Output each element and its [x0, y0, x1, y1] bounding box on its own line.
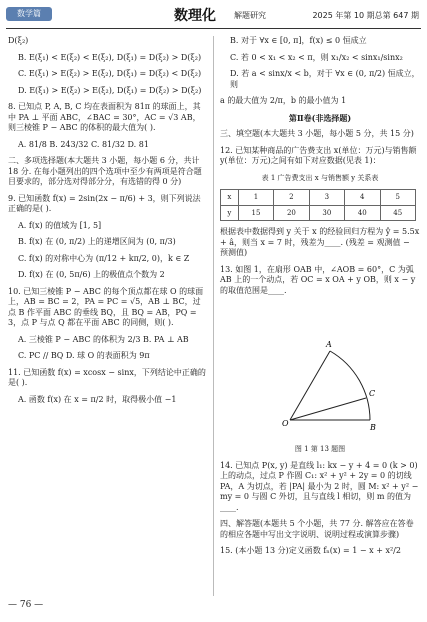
section-fill-in: 三、填空题(本大题共 3 小题，每小题 5 分，共 15 分)	[220, 129, 414, 138]
table-row	[221, 190, 416, 206]
section-problems: 四、解答题(本题共 5 个小题，共 77 分. 解答应在答卷的相应各题中写出文字说明、说明过程或演算步骤)	[220, 519, 414, 539]
table-cell: 20	[274, 205, 309, 221]
table-cell: 30	[309, 205, 344, 221]
q11-option-d: D. 若 a < sinx/x < b，对于 ∀x ∈ (0, π/2) 恒成立，则	[230, 69, 420, 89]
label-o: O	[282, 419, 289, 428]
q8-options: A. 81/8 B. 243/32 C. 81/32 D. 81	[18, 139, 149, 149]
question-9: 9. 已知函数 f(x) = 2sin(2x − π/6) + 3，则下列说法正确的是( ).	[8, 193, 201, 213]
magazine-title: 数理化	[174, 8, 216, 24]
question-10: 10. 已知三棱锥 P − ABC 的每个顶点都在球 O 的球面上，AB = BC = 2，PA = PC = √5，AB ⊥ BC，过点 B 作平面 ABC 的垂线 BQ，且 BQ = AB，PQ = 3，点 P 与点 Q 都在平面 ABC 的同侧，则( ).	[8, 286, 204, 327]
sector-diagram	[220, 302, 420, 442]
issue-info: 2025 年第 10 期总第 647 期	[312, 11, 419, 20]
question-14: 14. 已知点 P(x, y) 是直线 l₁: kx − y + 4 = 0 (k > 0) 上的动点，过点 P 作圆 C₁: x² + y² + 2y = 0 的切线 PA，A 为切点，若 |PA| 最小为 2 时，圆 M: x² + y² − my = 0 与圆 C 外切，且与直线 l 相切，则 m 的值为____.	[220, 460, 419, 512]
table-cell: 15	[238, 205, 273, 221]
section-multiple-choice: 二、多项选择题(本大题共 3 小题，每小题 6 分，共计 18 分. 在每小题列出的四个选项中至少有两项是符合题目要求的，部分选对得部分分，有选错的得 0 分)	[8, 156, 202, 186]
page-number: — 76 —	[8, 600, 44, 610]
q11-option-d-cont: a 的最大值为 2/π，b 的最小值为 1	[220, 96, 347, 105]
question-12-cont: 根据表中数据得到 y 关于 x 的经验回归方程为 ŷ = 5.5x + â，则当 x = 7 时，残差为____. (残差 = 观测值 − 预测值)	[220, 227, 420, 257]
data-table	[220, 189, 416, 221]
q7-option-d: D. E(ξ₁) > E(ξ₂) > E(ξ₂), D(ξ₁) = D(ξ₂) > D(ξ₂)	[18, 85, 202, 95]
table-row	[221, 205, 416, 221]
table-cell: 1	[238, 190, 273, 206]
table-cell: 2	[274, 190, 309, 206]
label-b: B	[370, 423, 376, 432]
table-cell: 5	[380, 190, 416, 206]
q9-option-d: D. f(x) 在 (0, 5π/6) 上的极值点个数为 2	[18, 270, 165, 279]
right-column	[220, 36, 420, 563]
q10-options-cd: C. PC // BQ D. 球 O 的表面积为 9π	[18, 351, 150, 360]
section-badge: 数学篇	[6, 7, 52, 21]
question-15: 15. (本小题 13 分)定义函数 fₙ(x) = 1 − x + x²/2	[220, 546, 401, 555]
table-cell: 40	[345, 205, 380, 221]
label-c: C	[369, 389, 376, 398]
q7-option-c: C. E(ξ₁) > E(ξ₂) > E(ξ₂), D(ξ₁) = D(ξ₂) < D(ξ₂)	[18, 69, 202, 78]
table-header-x: x	[221, 190, 239, 206]
page-header	[0, 0, 427, 34]
sector-figure	[220, 302, 420, 442]
q7-tail: D(ξ₂)	[8, 36, 29, 45]
label-a: A	[326, 340, 332, 349]
question-13: 13. 如图 1，在扇形 OAB 中，∠AOB = 60°，C 为弧 AB 上的一个动点，若 OC = x OA + y OB，则 x − y 的取值范围是____.	[220, 264, 416, 295]
table-cell: 3	[309, 190, 344, 206]
table-header-y: y	[221, 205, 239, 221]
question-8: 8. 已知点 P, A, B, C 均在表面积为 81π 的球面上，其中 PA ⊥ 平面 ABC，∠BAC = 30°，AC = √3 AB，则三棱锥 P − ABC 的体积的最大值为( ).	[8, 102, 201, 132]
q10-options-ab: A. 三棱锥 P − ABC 的体积为 2/3 B. PA ⊥ AB	[18, 334, 189, 344]
q9-option-a: A. f(x) 的值域为 [1, 5]	[18, 220, 102, 230]
q9-option-b: B. f(x) 在 (0, π/2) 上的递增区间为 (0, π/3)	[18, 237, 176, 246]
q7-option-b: B. E(ξ₁) < E(ξ₂) < E(ξ₂), D(ξ₁) = D(ξ₂) > D(ξ₂)	[18, 52, 202, 62]
q11-option-a: A. 函数 f(x) 在 x = π/2 时，取得极小值 −1	[18, 394, 177, 404]
arc-ab	[330, 351, 370, 420]
figure-caption: 图 1 第 13 题图	[294, 445, 346, 453]
q11-option-b: B. 对于 ∀x ∈ [0, π]，f(x) ≤ 0 恒成立	[230, 36, 367, 45]
question-12: 12. 已知某种商品的广告费支出 x(单位：万元)与销售额 y(单位：万元)之间有如下对应数据(见表 1)：	[220, 145, 417, 165]
magazine-subtitle: 解题研究	[234, 11, 266, 20]
q11-option-c: C. 若 0 < x₁ < x₂ < π，则 x₁/x₂ < sinx₁/sinx₂	[230, 52, 403, 62]
column-divider	[213, 36, 214, 596]
q9-option-c: C. f(x) 的对称中心为 (π/12 + kπ/2, 0)，k ∈ Z	[18, 253, 190, 263]
table-cell: 4	[345, 190, 380, 206]
table-caption: 表 1 广告费支出 x 与销售额 y 关系表	[261, 173, 379, 182]
question-11: 11. 已知函数 f(x) = xcosx − sinx，下列结论中正确的是( ).	[8, 367, 206, 387]
left-column	[8, 36, 206, 411]
header-rule	[6, 28, 421, 29]
part-2-title: 第Ⅱ卷(非选择题)	[288, 112, 352, 123]
table-cell: 45	[380, 205, 416, 221]
